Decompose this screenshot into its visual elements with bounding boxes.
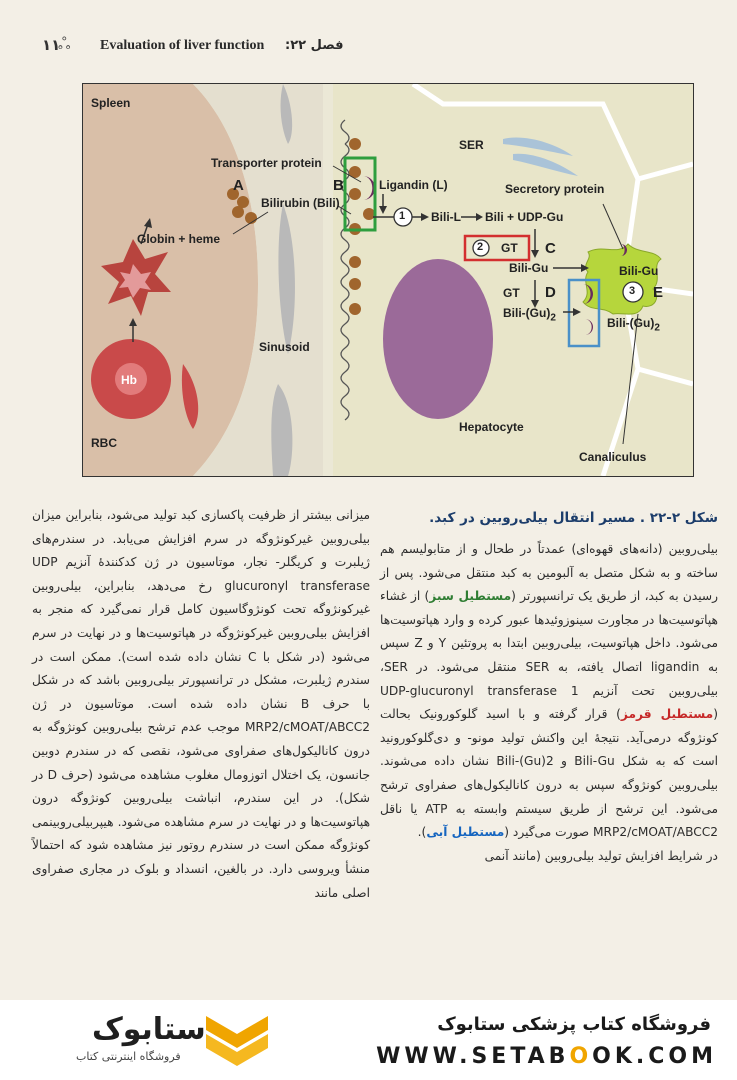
bili-gu2-left-label: Bili-$(Gu)_2$ — [503, 306, 556, 324]
letter-e: E — [653, 284, 664, 301]
nucleus — [383, 259, 493, 419]
shop-name: فروشگاه کتاب پزشکی ستابوک — [437, 1014, 711, 1035]
sinusoid-label: Sinusoid — [259, 340, 310, 354]
hb-label: Hb — [121, 373, 137, 387]
bili-gu-left-label: Bili-Gu — [509, 261, 549, 275]
step-2-label: 2 — [477, 241, 484, 253]
site-footer — [0, 1000, 737, 1080]
step-3-label: 3 — [629, 285, 636, 297]
left-text-column — [32, 504, 370, 905]
blue-box-highlight: مستطیل آبی — [426, 825, 505, 840]
ser-label: SER — [459, 138, 484, 152]
bilirubin-transport-figure — [82, 83, 694, 477]
paragraph-1: بیلی‌روبین (دانه‌های قهوه‌ای) عمدتاً در طحال و از متابولیسم هم ساخته و به شکل متصل به آلبومین به کبد منتقل می‌شود. پس از رسیدن به کبد، از طریق یک ترانسپورتر (مستطیل سبز) از غشاء هپاتوسیت‌ها در مجاورت سینوزوئیدها عبور کرده و وارد هپاتوسیت‌ها می‌شود. داخل هپاتوسیت، بیلی‌روبین ابتدا به پروتئین Y و Z سپس به ligandin اتصال یافته، به SER منتقل می‌شود. در SER، بیلی‌روبین تحت آنزیم UDP-glucuronyl transferase 1 (مستطیل قرمز) قرار گرفته و با اسید گلوکورونیک بحالت کونژوگه درمی‌آید. نتیجهٔ این واکنش تولید مونو- و دی‌گلوکورونید است که به شکل Bili-Gu و Bili-(Gu)2 نشان داده می‌شوند. بیلی‌روبین کونژوگه سپس به درون کانالیکول‌های صفراوی ترشح می‌شود. این ترشح از طریق سیستم وابسته به ATP یا ناقل MRP2/cMOAT/ABCC2 صورت می‌گیرد (مستطیل آبی). — [380, 542, 719, 840]
canaliculus-label: Canaliculus — [579, 450, 647, 464]
letter-c: C — [545, 240, 556, 257]
gt-label-1: GT — [501, 241, 518, 255]
letter-a: A — [233, 177, 244, 194]
letter-d: D — [545, 284, 556, 301]
rbc-label: RBC — [91, 436, 117, 450]
bili-gu-right-label: Bili-Gu — [619, 264, 659, 278]
gt-label-2: GT — [503, 286, 520, 300]
bili-gu2-right-label: Bili-$(Gu)_2$ — [607, 316, 660, 334]
spleen-label: Spleen — [91, 96, 131, 110]
hepatocyte-label: Hepatocyte — [459, 420, 524, 434]
step-1-label: 1 — [399, 210, 406, 222]
running-title: Evaluation of liver function — [100, 38, 265, 53]
logo-name: ستابوک — [92, 1012, 206, 1047]
transporter-label: Transporter protein — [211, 156, 322, 170]
page-number: ۱۱ — [42, 36, 61, 54]
page-header — [0, 30, 737, 65]
globin-heme-label: Globin + heme — [137, 232, 221, 246]
left-paragraph: میزانی بیشتر از ظرفیت پاکسازی کبد تولید می‌شود، بنابراین میزان بیلی‌روبین غیرکونژوگه در سرم افزایش می‌یابد. در سندرم‌های ژیلبرت و کریگلر- نجار، موتاسیون در ژن کدکنندهٔ آنزیم UDP glucuronyl transferase رخ می‌دهد، بنابراین، بیلی‌روبین غیرکونژوگه تحت کونژوگاسیون کامل قرار نمی‌گیرد که منجر به افزایش بیلی‌روبین غیرکونژوگه در هپاتوسیت‌ها و در نهایت در سرم می‌شود (در شکل با C نشان داده شده است). ممکن است در سندرم ژیلبرت، مشکل در ترانسپورتر بیلی‌روبین باشد که در شکل با حرف B نشان داده شده است. موتاسیون در ژن MRP2/cMOAT/ABCC2 موجب عدم ترشح بیلی‌روبین کونژوگه به درون کانالیکول‌های صفراوی می‌شود، نقصی که در سندرم دوبین جانسون، یک اختلال اتوزومال مغلوب مشاهده می‌شود (حرف D در شکل). در این سندرم، انباشت بیلی‌روبین کونژوگه درون هپاتوسیت‌ها و در نهایت در سرم مشاهده می‌شود. هیپربیلی‌روبینمی کونژوگه ممکن است در سندرم روتور نیز مشاهده شود که احتمالاً منشأ ویروسی دارد. در بالغین، انسداد و بلوک در مجاری صفراوی اصلی مانند — [32, 508, 371, 900]
ligandin-label: Ligandin (L) — [379, 178, 448, 192]
chapter-label: فصل ۲۲: — [285, 38, 344, 53]
letter-b: B — [333, 177, 344, 194]
secretory-protein-label: Secretory protein — [505, 182, 605, 196]
figure-caption: شکل ۲-۲۲ . مسیر انتقال بیلی‌روبین در کبد. — [429, 510, 718, 526]
logo-chevron-icon — [206, 1016, 268, 1066]
paragraph-2: در شرایط افزایش تولید بیلی‌روبین (مانند آنمی — [484, 848, 718, 863]
setabook-logo[interactable] — [30, 1010, 290, 1072]
bili-l-label: Bili-L — [431, 210, 461, 224]
spleen-region — [83, 84, 258, 476]
site-url[interactable]: WWW.SETABOOK.COM — [376, 1044, 717, 1069]
bilirubin-label: Bilirubin (Bili) — [261, 196, 340, 210]
logo-subtitle: فروشگاه اینترنتی کتاب — [76, 1050, 181, 1063]
red-box-highlight: مستطیل قرمز — [620, 707, 714, 722]
chapter-ornament-icon: ஃ — [58, 34, 71, 53]
bili-udp-label: Bili + UDP-Gu — [485, 210, 564, 224]
liver-diagram — [83, 84, 693, 476]
right-text-column — [380, 538, 718, 868]
green-box-highlight: مستطیل سبز — [429, 589, 512, 604]
